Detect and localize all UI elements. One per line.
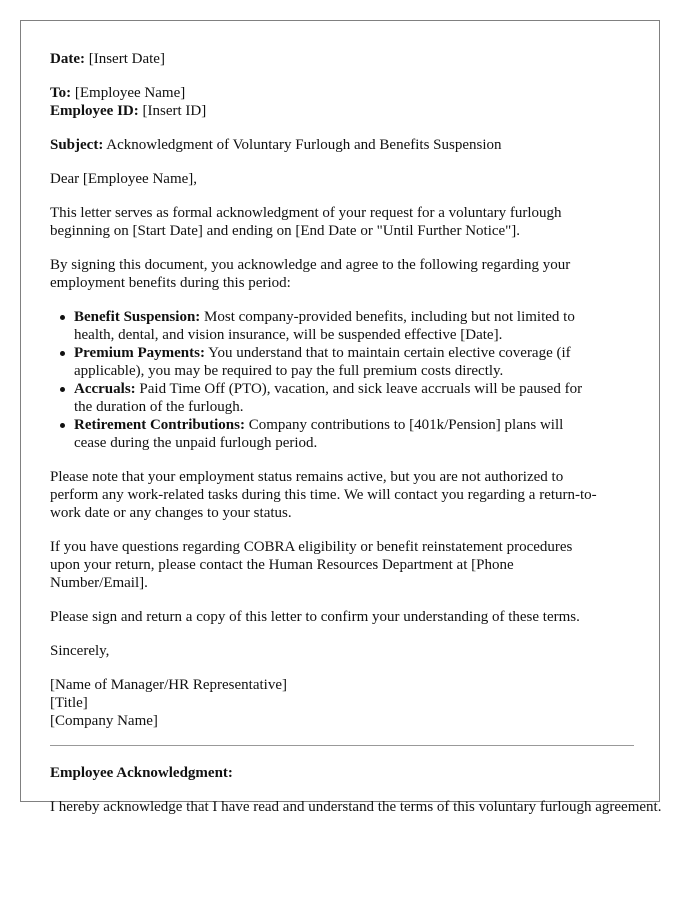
para3-line2: perform any work-related tasks during this time. We will contact you regarding a return-to- — [50, 487, 597, 503]
bullet-premium-payments: Premium Payments: You understand that to maintain certain elective coverage (if — [74, 344, 619, 362]
closing: Sincerely, — [50, 643, 110, 659]
bullet-benefit-suspension-cont: health, dental, and vision insurance, will be suspended effective [Date]. — [74, 327, 503, 343]
bullet-accruals-cont: the duration of the furlough. — [74, 399, 244, 415]
bullet-retirement-contributions-cont: cease during the unpaid furlough period. — [74, 435, 318, 451]
letter-page — [20, 20, 662, 815]
para2-line1: By signing this document, you acknowledge and agree to the following regarding your — [50, 257, 571, 273]
para1-line1: This letter serves as formal acknowledgment of your request for a voluntary furlough — [50, 205, 562, 221]
bullet-accruals: Accruals: Paid Time Off (PTO), vacation, and sick leave accruals will be paused for — [74, 380, 619, 398]
para4-line2: upon your return, please contact the Human Resources Department at [Phone — [50, 557, 514, 573]
para1-line2: beginning on [Start Date] and ending on [End Date or "Until Further Notice"]. — [50, 223, 521, 239]
date-line: Date: [Insert Date] — [50, 51, 165, 67]
signature-name: [Name of Manager/HR Representative] — [50, 677, 287, 693]
signature-company: [Company Name] — [50, 713, 158, 729]
para3-line1: Please note that your employment status remains active, but you are not authorized to — [50, 469, 564, 485]
para4-line1: If you have questions regarding COBRA eligibility or benefit reinstatement procedures — [50, 539, 573, 555]
section-divider — [50, 745, 634, 746]
subject-line: Subject: Acknowledgment of Voluntary Furlough and Benefits Suspension — [50, 137, 502, 153]
to-line: To: [Employee Name] — [50, 85, 186, 101]
ack-text-clipped: I hereby acknowledge that I have read and understand the terms of this voluntary furlough agreement. — [50, 799, 662, 815]
salutation: Dear [Employee Name], — [50, 171, 198, 187]
para2-line2: employment benefits during this period: — [50, 275, 291, 291]
bullet-benefit-suspension: Benefit Suspension: Most company-provided benefits, including but not limited to — [74, 308, 619, 326]
signature-title: [Title] — [50, 695, 88, 711]
employee-id-line: Employee ID: [Insert ID] — [50, 103, 207, 119]
para3-line3: work date or any changes to your status. — [50, 505, 292, 521]
bullet-retirement-contributions: Retirement Contributions: Company contributions to [401k/Pension] plans will — [74, 416, 619, 434]
para5: Please sign and return a copy of this letter to confirm your understanding of these terms. — [50, 609, 580, 625]
para4-line3: Number/Email]. — [50, 575, 148, 591]
bullet-premium-payments-cont: applicable), you may be required to pay the full premium costs directly. — [74, 363, 504, 379]
ack-heading: Employee Acknowledgment: — [50, 765, 233, 781]
